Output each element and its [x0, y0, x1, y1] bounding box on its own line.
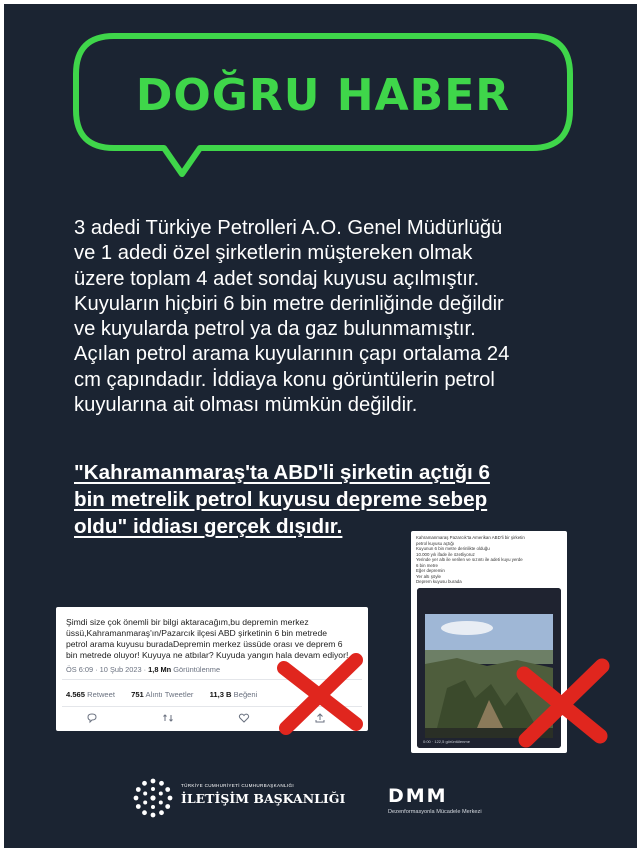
like-count: 11,3 B	[209, 690, 232, 699]
tweet-time: ÖS 6:09 · 10 Şub 2023 ·	[66, 665, 149, 674]
org-subtitle: TÜRKİYE CUMHURİYETİ CUMHURBAŞKANLIĞI	[181, 783, 294, 788]
fact-check-body: 3 adedi Türkiye Petrolleri A.O. Genel Müdürlüğü ve 1 adedi özel şirketlerin müştereken olmak üzere toplam 4 adet sondaj kuyusu açılmıştır. Kuyuların hiçbiri 6 bin metre derinliğinde değildir ve kuyularda petrol ya da gaz bulunmamıştır. Açılan petrol arama kuyularının çapı ortalama 24 cm çapındadır. İddiaya konu görüntülerin petrol kuyularına ait olması mümkün değildir.	[74, 217, 510, 417]
quote-label: Alıntı Tweetler	[143, 690, 194, 699]
video-caption: 0:00 · 122,5 görüntülenme	[423, 739, 470, 744]
reply-icon	[86, 712, 98, 724]
like-label: Beğeni	[231, 690, 258, 699]
poster	[4, 4, 637, 848]
heart-icon	[238, 712, 250, 724]
org-title: İLETİŞİM BAŞKANLIĞI	[181, 791, 346, 806]
red-x-icon	[510, 656, 614, 748]
tweet-text: Şimdi size çok önemli bir bilgi aktaracağım,bu depremin merkez üssü,Kahramanmaraş'ın/Pazarcık ilçesi ABD şirketinin 6 bin metrede petrol arama kuyusu buradaDepremin merkez üssüde orası ve deprem 6 bin metrede oluyor! Kuyuya ne atbılar? Kuyuda yangın hala devam ediyor!	[66, 617, 349, 660]
post-text: Kahramanmaraş Pazarcık'ta Amerikan ABD'li bir şirketin petrol kuyusu açtığı Kuyunun 6 bin metre derinlikte olduğu 10.000 yılı ifade ile özetliyoruz Yerinde yer altı ile verilen ve sızıntı ile adeti kuyu yerde 6 bin metre Eğer depremin Yer altı şöyle Deprem kuyusu burada	[416, 535, 525, 584]
retweet-label: Retweet	[85, 690, 115, 699]
tweet-views-count: 1,8 Mn	[148, 665, 172, 674]
retweet-count: 4.565	[66, 690, 86, 699]
dmm-subtitle: Dezenformasyonla Mücadele Merkezi	[388, 809, 482, 815]
quote-count: 751	[131, 690, 144, 699]
verdict-statement: "Kahramanmaraş'ta ABD'li şirketin açtığı 6 bin metrelik petrol kuyusu depreme sebep oldu" iddiası gerçek dışıdır.	[74, 461, 490, 538]
retweet-icon	[162, 712, 174, 724]
headline: DOĞRU HABER	[135, 70, 511, 121]
dmm-logo: DMM	[388, 785, 448, 807]
red-x-icon	[272, 650, 368, 736]
tweet-views-label: Görüntülenme	[171, 665, 221, 674]
iletisim-emblem-icon	[132, 777, 174, 819]
